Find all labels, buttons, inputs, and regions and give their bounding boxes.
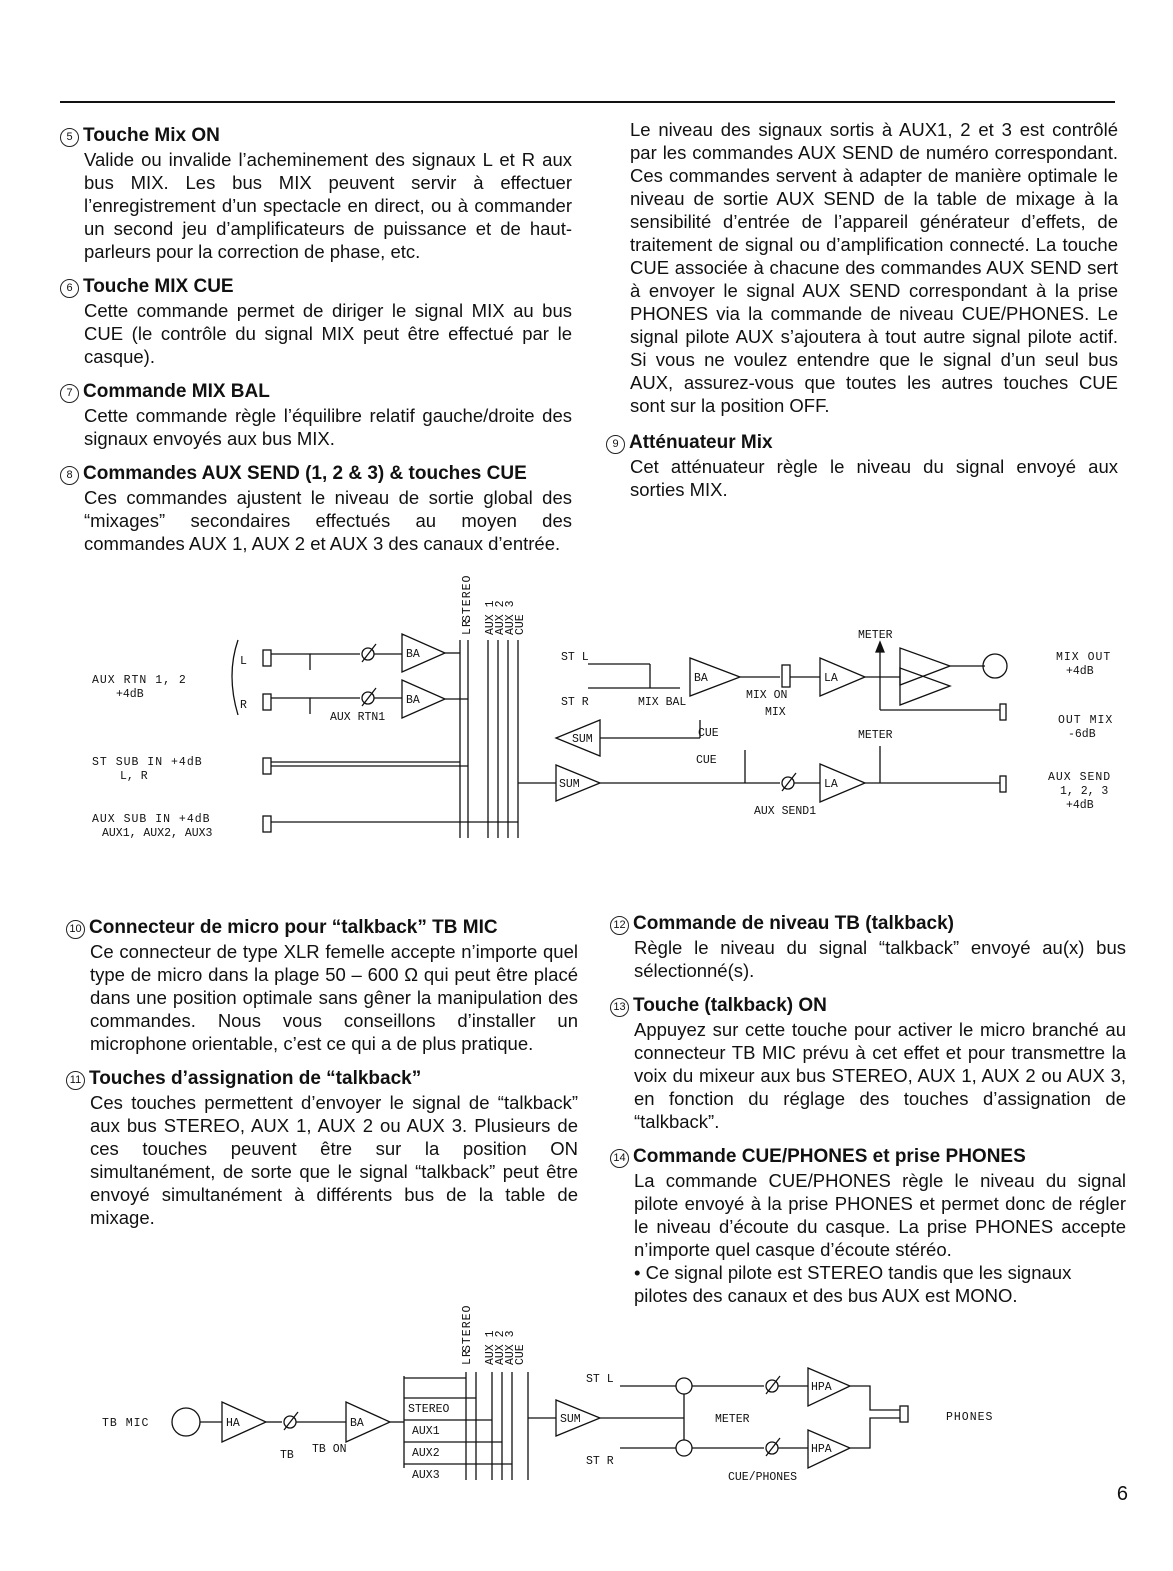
section-number-badge: 7 — [60, 384, 79, 403]
section-body: Ce connecteur de type XLR femelle accepte n’importe quel type de micro dans la plage 50 – 600 Ω qui peut être placé dans une position optimale sans gêner la manipulation des commandes. Nous vous conseillons d’installer un microphone orientable, c’est ce qui a de plus pratique. — [90, 941, 578, 1054]
section-body: La commande CUE/PHONES règle le niveau du signal pilote envoyé à la prise PHONES et permet donc de régler le niveau d’écoute du casque. La prise PHONES accepte n’importe quel casque d’écoute stéréo. — [634, 1170, 1126, 1260]
ba-label-l: BA — [406, 648, 420, 661]
bus-labels — [461, 575, 527, 635]
bus-label-aux3: AUX 3 — [504, 600, 517, 635]
section-heading — [60, 462, 572, 486]
signal-flow-diagram-talkback — [0, 1280, 1173, 1495]
right-bottom-column — [610, 912, 1126, 1319]
tb-on-label: TB ON — [312, 1443, 347, 1456]
sum-node-l — [676, 1378, 692, 1394]
jack-aux-rtn-l — [263, 650, 271, 666]
bus-label-cue: CUE — [514, 614, 527, 635]
la-label-aux: LA — [824, 778, 838, 791]
hpa-label-l: HPA — [811, 1381, 832, 1394]
xlr-mix-out — [983, 654, 1007, 678]
sum-label-phones: SUM — [560, 1413, 581, 1426]
mix-label: MIX — [765, 706, 786, 719]
bus2-label-r: R — [461, 1350, 474, 1357]
out-mix-level: -6dB — [1068, 728, 1096, 741]
section-heading — [610, 1145, 1126, 1169]
section-number-badge: 8 — [60, 466, 79, 485]
section-title: Touche Mix ON — [83, 125, 220, 146]
st-l-label-2: ST L — [586, 1373, 614, 1386]
tb-label: TB — [280, 1449, 294, 1462]
meter-label-mid: METER — [858, 729, 893, 742]
jack-aux-send — [1000, 776, 1006, 792]
assign-aux3: AUX3 — [412, 1469, 440, 1482]
section-number-badge: 12 — [610, 916, 629, 935]
section-8 — [60, 462, 572, 555]
aux-sub-channels: AUX1, AUX2, AUX3 — [102, 827, 213, 840]
output-amp-1 — [900, 648, 950, 685]
bus2-label-aux2: AUX 2 — [494, 1330, 507, 1365]
section-body: Cet atténuateur règle le niveau du signal envoyé aux sorties MIX. — [630, 456, 1118, 500]
meter-label-top: METER — [858, 629, 893, 642]
ba-label-tb: BA — [350, 1417, 364, 1430]
section-number-badge: 5 — [60, 128, 79, 147]
section-body: Ces commandes ajustent le niveau de sortie global des “mixages” secondaires effectués au moyen des commandes AUX 1, AUX 2 et AUX 3 des canaux d’entrée. — [84, 487, 572, 554]
mix-fader — [782, 665, 790, 687]
bus2-label-aux3: AUX 3 — [504, 1330, 517, 1365]
tb-mic-label: TB MIC — [102, 1417, 150, 1430]
section-number-badge: 6 — [60, 279, 79, 298]
section-body: Règle le niveau du signal “talkback” envoyé au(x) bus sélectionné(s). — [634, 937, 1126, 981]
left-bottom-column — [66, 916, 578, 1241]
section-heading — [60, 380, 572, 404]
right-top-column — [606, 118, 1118, 513]
aux-send1-label: AUX SEND1 — [754, 805, 817, 818]
assign-aux1: AUX1 — [412, 1425, 440, 1438]
section-bullet: • Ce signal pilote est STEREO tandis que les signaux pilotes des canaux et des bus AUX est MONO. — [634, 1262, 1072, 1306]
aux-send-level: +4dB — [1066, 799, 1094, 812]
aux-send-channels: 1, 2, 3 — [1060, 785, 1109, 798]
section-body: Ces touches permettent d’envoyer le signal de “talkback” aux bus STEREO, AUX 1, AUX 2 ou AUX 3. Plusieurs de ces touches peuvent être sur la position ON simultanément, de sorte que le signal “talkback” peut être envoyé simultanément à différents bus de la table de mixage. — [90, 1092, 578, 1228]
section-title: Atténuateur Mix — [629, 432, 773, 453]
jack-out-mix — [1000, 704, 1006, 720]
bus2-label-cue: CUE — [514, 1344, 527, 1365]
bus-labels-2 — [461, 1305, 527, 1365]
bus-label-l: L — [461, 628, 474, 635]
section-heading — [66, 1067, 578, 1091]
section-body: Appuyez sur cette touche pour activer le micro branché au connecteur TB MIC prévu à cet effet et pour transmettre la voix du mixeur aux bus STEREO, AUX 1, AUX 2 ou AUX 3, en fonction du réglage des touches d’assignation de “talkback”. — [634, 1019, 1126, 1132]
section-6 — [60, 275, 572, 368]
section-heading — [60, 275, 572, 299]
aux-sub-in-label: AUX SUB IN +4dB — [92, 813, 211, 826]
aux-rtn-label: AUX RTN 1, 2 — [92, 674, 187, 687]
cue-label-mix: CUE — [698, 727, 719, 740]
phones-label: PHONES — [946, 1411, 994, 1424]
section-12 — [610, 912, 1126, 982]
section-number-badge: 9 — [606, 435, 625, 454]
section-title: Touches d’assignation de “talkback” — [89, 1068, 422, 1089]
assign-aux2: AUX2 — [412, 1447, 440, 1460]
left-top-column — [60, 124, 572, 567]
sum-label-aux: SUM — [559, 778, 580, 791]
ba-label-mix: BA — [694, 672, 708, 685]
section-11 — [66, 1067, 578, 1229]
section-5 — [60, 124, 572, 263]
ba-label-r: BA — [406, 694, 420, 707]
out-mix-label: OUT MIX — [1058, 714, 1114, 727]
bus-label-aux2: AUX 2 — [494, 600, 507, 635]
st-r-label: ST R — [561, 696, 589, 709]
bus-lines — [460, 640, 518, 838]
section-number-badge: 11 — [66, 1071, 85, 1090]
mix-out-label: MIX OUT — [1056, 651, 1112, 664]
section-title: Commande de niveau TB (talkback) — [633, 913, 954, 934]
mix-out-level: +4dB — [1066, 665, 1094, 678]
cue-label-aux: CUE — [696, 754, 717, 767]
section-10 — [66, 916, 578, 1055]
output-amp-2 — [900, 668, 950, 705]
section-heading — [66, 916, 578, 940]
hpa-label-r: HPA — [811, 1443, 832, 1456]
aux-rtn1-label: AUX RTN1 — [330, 711, 386, 724]
section-heading — [610, 994, 1126, 1018]
jack-phones — [900, 1406, 908, 1422]
section-number-badge: 13 — [610, 998, 629, 1017]
section-body: Valide ou invalide l’acheminement des signaux L et R aux bus MIX. Les bus MIX peuvent servir à effectuer l’enregistrement d’un spectacle en direct, ou à commander un second jeu d’amplificateurs de puissance et de haut-parleurs pour la correction de phase, etc. — [84, 149, 572, 262]
section-number-badge: 14 — [610, 1149, 629, 1168]
bus-label-stereo: STEREO — [461, 574, 474, 622]
section-7 — [60, 380, 572, 450]
section-title: Touche MIX CUE — [83, 276, 234, 297]
la-label-mix: LA — [824, 672, 838, 685]
section-title: Commandes AUX SEND (1, 2 & 3) & touches CUE — [83, 463, 527, 484]
section-body: Cette commande règle l’équilibre relatif gauche/droite des signaux envoyés aux bus MIX. — [84, 405, 572, 449]
bus2-label-aux1: AUX 1 — [484, 1330, 497, 1365]
cue-phones-label: CUE/PHONES — [728, 1471, 798, 1484]
bus-label-aux1: AUX 1 — [484, 600, 497, 635]
aux-rtn-r: R — [240, 699, 247, 712]
aux-send-label: AUX SEND — [1048, 771, 1112, 784]
mix-bal-label: MIX BAL — [638, 696, 687, 709]
xlr-tb-mic — [172, 1408, 200, 1436]
jack-aux-sub — [263, 816, 271, 832]
section-heading — [60, 124, 572, 148]
meter-label-2: METER — [715, 1413, 750, 1426]
aux-rtn-l: L — [240, 655, 247, 668]
sum-node-r — [676, 1440, 692, 1456]
section-9 — [606, 431, 1118, 501]
section-title: Commande MIX BAL — [83, 381, 270, 402]
jack-aux-rtn-r — [263, 694, 271, 710]
section-title: Touche (talkback) ON — [633, 995, 827, 1016]
section-number-badge: 10 — [66, 920, 85, 939]
sum-label-cue: SUM — [572, 733, 593, 746]
section-body: Cette commande permet de diriger le signal MIX au bus CUE (le contrôle du signal MIX peut être effectué par le casque). — [84, 300, 572, 367]
bus2-label-l: L — [461, 1358, 474, 1365]
st-sub-in-label: ST SUB IN +4dB — [92, 756, 203, 769]
section-title: Commande CUE/PHONES et prise PHONES — [633, 1146, 1026, 1167]
ha-label: HA — [226, 1417, 240, 1430]
aux-rtn-level: +4dB — [116, 688, 144, 701]
st-l-label: ST L — [561, 651, 589, 664]
bus2-label-stereo: STEREO — [461, 1304, 474, 1352]
mix-on-label: MIX ON — [746, 689, 788, 702]
aux-send-paragraph: Le niveau des signaux sortis à AUX1, 2 et 3 est contrôlé par les commandes AUX SEND de numéro correspondant. Ces commandes servent à adapter de manière optimale le niveau de sortie AUX SEND de la table de mixage à la sensibilité d’entrée de l’appareil générateur d’effets, de traitement de signal ou d’amplification connecté. La touche CUE associée à chacune des commandes AUX SEND sert à envoyer le signal AUX SEND correspondant à la prise PHONES via la commande de niveau CUE/PHONES. Le signal pilote AUX s’ajoutera à tout autre signal pilote actif. Si vous ne voulez entendre que le signal d’un seul bus AUX, assurez-vous que toutes les autres touches CUE sont sur la position OFF. — [630, 119, 1118, 416]
section-heading — [606, 431, 1118, 455]
section-heading — [610, 912, 1126, 936]
st-sub-lr: L, R — [120, 770, 148, 783]
bus-label-r: R — [461, 620, 474, 627]
signal-flow-diagram-mix — [0, 560, 1173, 850]
jack-st-sub — [263, 758, 271, 774]
st-r-label-2: ST R — [586, 1455, 614, 1468]
section-13 — [610, 994, 1126, 1133]
page-number: 6 — [1116, 1483, 1128, 1505]
top-rule — [60, 101, 1115, 103]
section-title: Connecteur de micro pour “talkback” TB MIC — [89, 917, 498, 938]
assign-stereo: STEREO — [408, 1403, 450, 1416]
